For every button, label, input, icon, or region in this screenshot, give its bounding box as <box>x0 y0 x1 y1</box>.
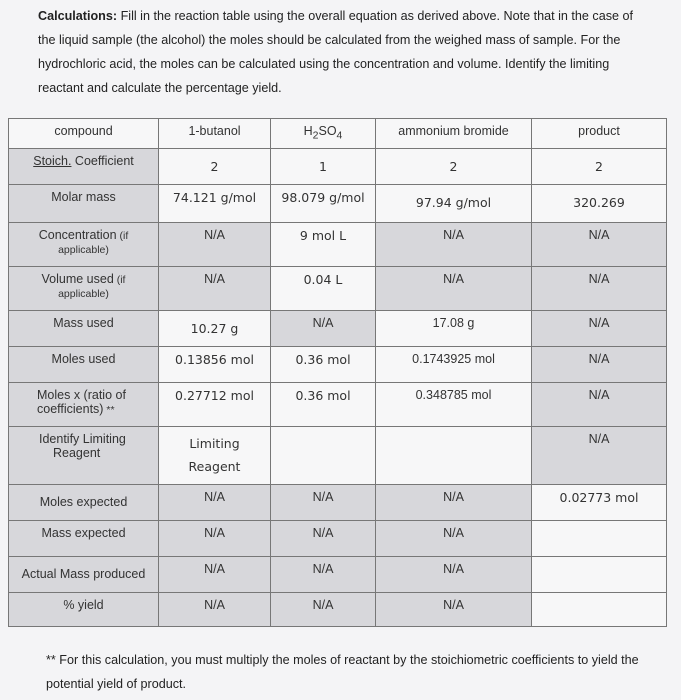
moles-used-product: N/A <box>532 347 667 383</box>
limiting-h2so4 <box>271 427 376 485</box>
moles-expected-product: 0.02773 mol <box>532 485 667 521</box>
limiting-line1: Identify Limiting <box>39 432 126 446</box>
concentration-ammonium: N/A <box>376 223 532 267</box>
actual-mass-ammonium: N/A <box>376 557 532 593</box>
limiting-ammonium <box>376 427 532 485</box>
concentration-h2so4: 9 mol L <box>271 223 376 267</box>
row-label-percent-yield: % yield <box>9 593 159 627</box>
row-label-mass-used: Mass used <box>9 311 159 347</box>
percent-yield-butanol: N/A <box>159 593 271 627</box>
moles-used-ammonium: 0.1743925 mol <box>376 347 532 383</box>
instructions-text: Fill in the reaction table using the overall equation as derived above. Note that in the case of the liquid sample (the alcohol) the moles should be calculated from the weighed mass of sample. For the hydrochloric acid, the moles can be calculated using the concentration and volume. Identify the limiting reactant and calculate the percentage yield. <box>38 9 634 95</box>
mass-used-ammonium: 17.08 g <box>376 311 532 347</box>
header-1-butanol: 1-butanol <box>159 119 271 149</box>
limiting-line2: Reagent <box>53 446 101 460</box>
stoich-h2so4: 1 <box>271 149 376 185</box>
table-row <box>9 267 667 311</box>
stoich-butanol: 2 <box>159 149 271 185</box>
table-row <box>9 557 667 593</box>
h2so4-h: H <box>303 124 313 138</box>
molar-mass-ammonium: 97.94 g/mol <box>376 185 532 223</box>
mass-expected-ammonium: N/A <box>376 521 532 557</box>
row-label-moles-used: Moles used <box>9 347 159 383</box>
volume-butanol: N/A <box>159 267 271 311</box>
moles-x-line2: coefficients) <box>37 402 104 416</box>
moles-used-h2so4: 0.36 mol <box>271 347 376 383</box>
actual-mass-product <box>532 557 667 593</box>
limiting-butanol-line2: Reagent <box>188 459 241 474</box>
molar-mass-product: 320.269 <box>532 185 667 223</box>
percent-yield-h2so4: N/A <box>271 593 376 627</box>
concentration-label: Concentration <box>38 228 117 242</box>
moles-expected-ammonium: N/A <box>376 485 532 521</box>
row-label-actual-mass: Actual Mass produced <box>9 557 159 593</box>
table-row <box>9 223 667 267</box>
volume-applicable: applicable) <box>58 288 109 300</box>
moles-x-product: N/A <box>532 383 667 427</box>
table-row <box>9 427 667 485</box>
stoich-abbrev: Stoich. <box>33 154 72 168</box>
mass-used-product: N/A <box>532 311 667 347</box>
mass-expected-h2so4: N/A <box>271 521 376 557</box>
actual-mass-h2so4: N/A <box>271 557 376 593</box>
row-label-moles-x <box>9 383 159 427</box>
concentration-applicable: applicable) <box>58 244 109 256</box>
moles-expected-butanol: N/A <box>159 485 271 521</box>
row-label-limiting <box>9 427 159 485</box>
instructions-paragraph <box>38 4 638 100</box>
table-row <box>9 485 667 521</box>
moles-x-line1: Moles x (ratio of <box>37 388 126 402</box>
limiting-butanol-line1: Limiting <box>189 436 240 451</box>
h2so4-so: SO <box>318 124 337 138</box>
row-label-moles-expected: Moles expected <box>9 485 159 521</box>
moles-x-butanol: 0.27712 mol <box>159 383 271 427</box>
row-label-volume <box>9 267 159 311</box>
concentration-if: (if <box>116 230 129 242</box>
table-row <box>9 119 667 149</box>
stoich-coefficient-text: Coefficient <box>71 154 134 168</box>
stoich-ammonium: 2 <box>376 149 532 185</box>
instructions-lead: Calculations: <box>38 9 118 23</box>
h2so4-sub-4: 4 <box>336 129 343 142</box>
footnote: ** For this calculation, you must multiply the moles of reactant by the stoichiometric coefficients to yield the potential yield of product. <box>46 653 639 691</box>
table-row <box>9 383 667 427</box>
reaction-table <box>8 118 667 627</box>
table-row <box>9 593 667 627</box>
moles-x-ammonium: 0.348785 mol <box>376 383 532 427</box>
mass-used-butanol: 10.27 g <box>159 311 271 347</box>
concentration-butanol: N/A <box>159 223 271 267</box>
h2so4-sub-2: 2 <box>312 129 319 142</box>
table-row <box>9 347 667 383</box>
moles-expected-h2so4: N/A <box>271 485 376 521</box>
mass-expected-butanol: N/A <box>159 521 271 557</box>
header-product: product <box>532 119 667 149</box>
concentration-product: N/A <box>532 223 667 267</box>
table-row <box>9 521 667 557</box>
row-label-concentration <box>9 223 159 267</box>
limiting-butanol <box>159 427 271 485</box>
header-ammonium-bromide: ammonium bromide <box>376 119 532 149</box>
percent-yield-ammonium: N/A <box>376 593 532 627</box>
mass-used-h2so4: N/A <box>271 311 376 347</box>
header-compound: compound <box>9 119 159 149</box>
volume-product: N/A <box>532 267 667 311</box>
limiting-product: N/A <box>532 427 667 485</box>
moles-x-stars: ** <box>103 404 115 416</box>
moles-used-butanol: 0.13856 mol <box>159 347 271 383</box>
mass-expected-product <box>532 521 667 557</box>
volume-ammonium: N/A <box>376 267 532 311</box>
molar-mass-h2so4: 98.079 g/mol <box>271 185 376 223</box>
volume-h2so4: 0.04 L <box>271 267 376 311</box>
table-row <box>9 149 667 185</box>
table-row <box>9 185 667 223</box>
table-row <box>9 311 667 347</box>
row-label-mass-expected: Mass expected <box>9 521 159 557</box>
moles-x-h2so4: 0.36 mol <box>271 383 376 427</box>
actual-mass-butanol: N/A <box>159 557 271 593</box>
row-label-stoich <box>9 149 159 185</box>
row-label-molar-mass: Molar mass <box>9 185 159 223</box>
molar-mass-butanol: 74.121 g/mol <box>159 185 271 223</box>
stoich-product: 2 <box>532 149 667 185</box>
volume-label: Volume used <box>41 272 114 286</box>
percent-yield-product <box>532 593 667 627</box>
header-h2so4 <box>271 119 376 149</box>
volume-if: (if <box>113 274 126 286</box>
